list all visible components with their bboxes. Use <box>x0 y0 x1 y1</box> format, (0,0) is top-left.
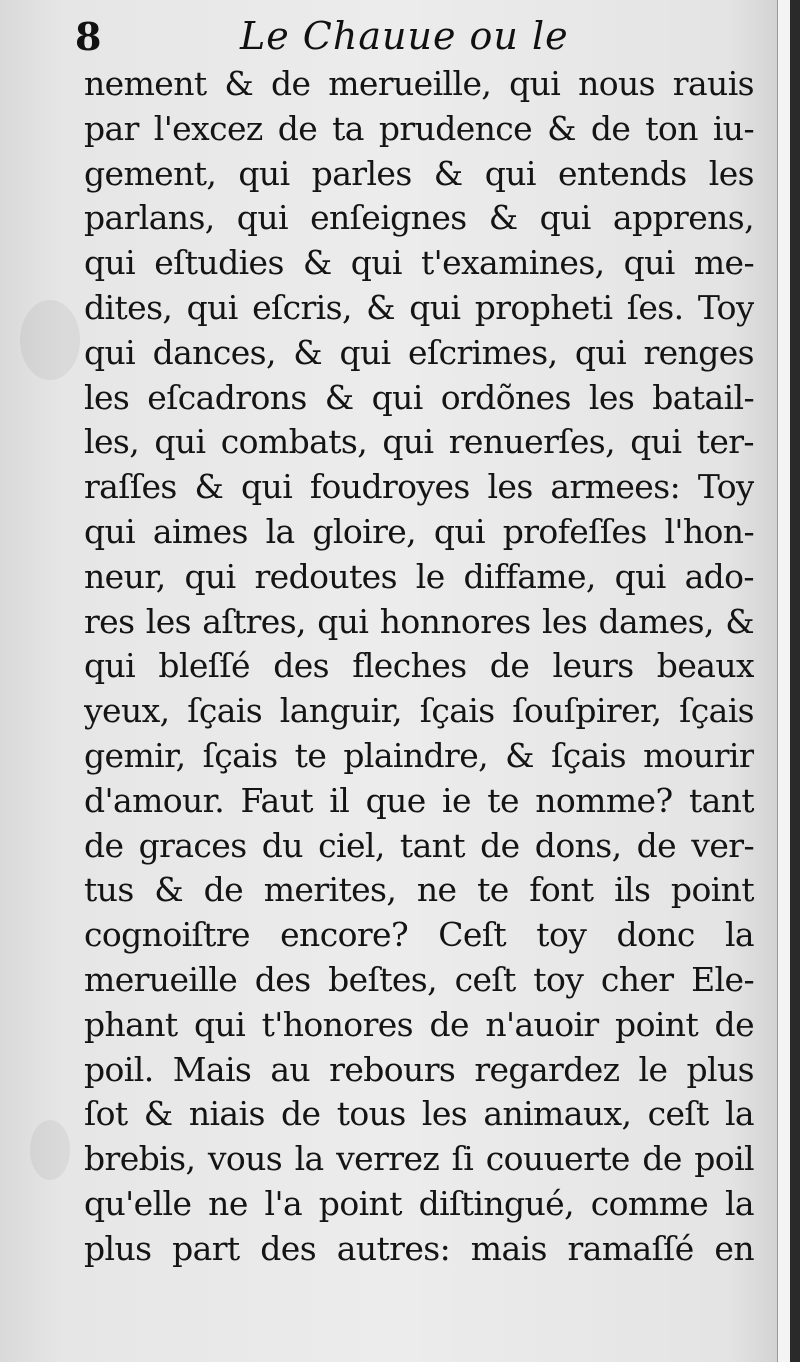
text-line: nement & de merueille, qui nous rauis <box>84 64 754 103</box>
running-title: Le Chauue ou le <box>240 14 569 58</box>
text-line: yeux, ſçais languir, ſçais ſouſpirer, ſçais <box>84 691 754 731</box>
text-line: parlans, qui enſeignes & qui apprens, <box>84 198 754 238</box>
text-line: qui bleſſé des fleches de leurs beaux <box>84 646 754 686</box>
text-line: qu'elle ne l'a point diſtingué, comme la <box>84 1183 754 1223</box>
text-line: raſſes & qui foudroyes les armees: Toy <box>84 467 754 507</box>
body-text <box>84 62 754 1272</box>
paper-stain <box>20 300 80 380</box>
text-line: les, qui combats, qui renuerſes, qui ter- <box>84 422 754 462</box>
text-line: ſot & niais de tous les animaux, ceſt la <box>84 1094 754 1134</box>
paper-stain <box>30 1120 70 1180</box>
text-line: tus & de merites, ne te font ils point <box>84 870 754 910</box>
text-line: cognoiſtre encore? Ceſt toy donc la <box>84 915 754 955</box>
text-line: dites, qui eſcris, & qui propheti ſes. Toy <box>84 287 754 327</box>
text-line: gemir, ſçais te plaindre, & ſçais mourir <box>84 735 754 775</box>
page-header <box>75 14 755 62</box>
text-line: les eſcadrons & qui ordõnes les batail- <box>84 377 754 417</box>
text-line: gement, qui parles & qui entends les <box>84 153 754 193</box>
text-line: qui eſtudies & qui t'examines, qui me- <box>84 243 754 283</box>
text-line: par l'excez de ta prudence & de ton iu- <box>84 108 754 148</box>
page-edge <box>777 0 790 1362</box>
text-line: d'amour. Faut il que ie te nomme? tant <box>84 780 754 820</box>
text-line: qui aimes la gloire, qui profeſſes l'hon- <box>84 511 754 551</box>
text-line: de graces du ciel, tant de dons, de ver- <box>84 825 754 865</box>
text-line: qui dances, & qui eſcrimes, qui renges <box>84 332 754 372</box>
text-line: brebis, vous la verrez ſi couuerte de poil <box>84 1139 754 1179</box>
text-line: poil. Mais au rebours regardez le plus <box>84 1049 754 1089</box>
text-line: merueille des beſtes, ceſt toy cher Ele- <box>84 959 754 999</box>
text-line: res les aſtres, qui honnores les dames, & <box>84 601 754 641</box>
page-number: 8 <box>75 14 102 59</box>
text-line: neur, qui redoutes le diffame, qui ado- <box>84 556 754 596</box>
text-line: plus part des autres: mais ramaſſé en <box>84 1228 754 1268</box>
text-line: phant qui t'honores de n'auoir point de <box>84 1004 754 1044</box>
